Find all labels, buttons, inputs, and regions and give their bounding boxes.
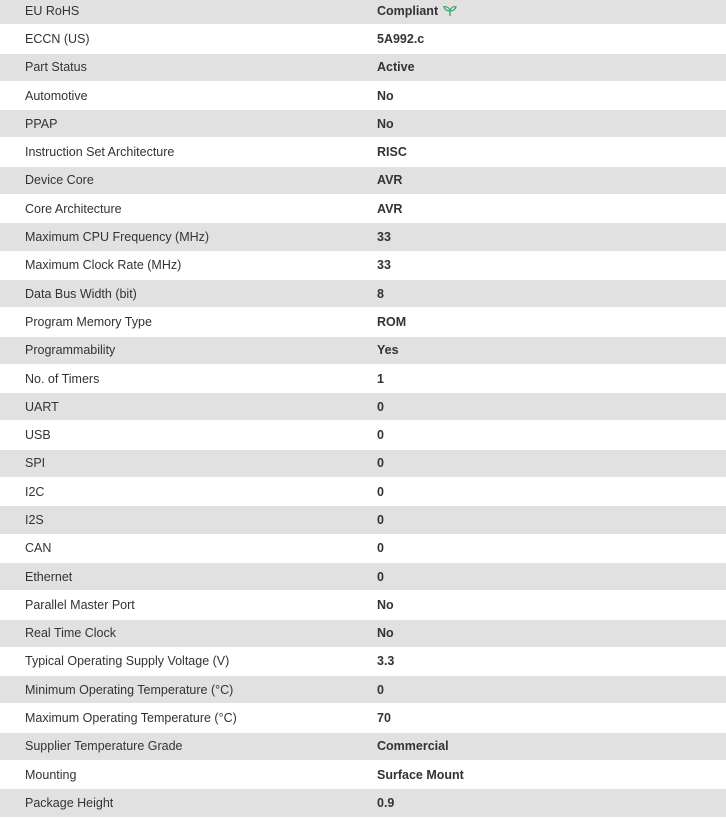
spec-value: No	[377, 597, 394, 612]
spec-value-cell	[377, 704, 726, 732]
table-row	[0, 761, 726, 789]
spec-value: No	[377, 626, 394, 641]
spec-label: Programmability	[0, 337, 377, 365]
table-row	[0, 393, 726, 421]
spec-value: 5A992.c	[377, 31, 425, 46]
spec-value-cell	[377, 421, 726, 449]
spec-value-cell	[377, 308, 726, 336]
spec-value-cell	[377, 337, 726, 365]
spec-value: RISC	[377, 145, 407, 160]
table-row	[0, 535, 726, 563]
table-row	[0, 54, 726, 82]
spec-label: ECCN (US)	[0, 25, 377, 53]
table-row	[0, 280, 726, 308]
spec-value-cell	[377, 761, 726, 789]
table-row	[0, 563, 726, 591]
spec-value: No	[377, 88, 394, 103]
spec-label: Supplier Temperature Grade	[0, 733, 377, 761]
table-row	[0, 421, 726, 449]
spec-value: AVR	[377, 201, 403, 216]
spec-label: Data Bus Width (bit)	[0, 280, 377, 308]
spec-value: Active	[377, 60, 415, 75]
spec-value: 0	[377, 399, 384, 414]
spec-value-cell	[377, 563, 726, 591]
table-row	[0, 223, 726, 251]
spec-label: Maximum Clock Rate (MHz)	[0, 252, 377, 280]
table-row	[0, 506, 726, 534]
spec-label: Program Memory Type	[0, 308, 377, 336]
table-row	[0, 308, 726, 336]
table-row	[0, 0, 726, 25]
spec-value: 0	[377, 541, 384, 556]
spec-value-cell	[377, 110, 726, 138]
spec-value: 0	[377, 569, 384, 584]
table-row	[0, 704, 726, 732]
spec-label: Automotive	[0, 82, 377, 110]
spec-value-cell	[377, 591, 726, 619]
spec-value-cell	[377, 82, 726, 110]
spec-value-cell	[377, 648, 726, 676]
table-row	[0, 25, 726, 53]
spec-label: Package Height	[0, 789, 377, 817]
spec-label: I2C	[0, 478, 377, 506]
table-row	[0, 167, 726, 195]
spec-value-cell	[377, 450, 726, 478]
spec-label: Typical Operating Supply Voltage (V)	[0, 648, 377, 676]
spec-value-cell	[377, 676, 726, 704]
spec-value-cell	[377, 393, 726, 421]
spec-value-cell	[377, 620, 726, 648]
spec-value: AVR	[377, 173, 403, 188]
spec-label: No. of Timers	[0, 365, 377, 393]
spec-value-cell	[377, 789, 726, 817]
table-row	[0, 676, 726, 704]
table-row	[0, 620, 726, 648]
spec-value-cell	[377, 138, 726, 166]
spec-value: Yes	[377, 343, 399, 358]
spec-label: Part Status	[0, 54, 377, 82]
spec-value-cell	[377, 195, 726, 223]
spec-value-cell	[377, 535, 726, 563]
spec-value: 8	[377, 286, 384, 301]
spec-value-cell	[377, 223, 726, 251]
spec-value-cell	[377, 478, 726, 506]
table-row	[0, 365, 726, 393]
spec-label: Maximum CPU Frequency (MHz)	[0, 223, 377, 251]
table-row	[0, 789, 726, 817]
table-row	[0, 252, 726, 280]
spec-value-cell	[377, 252, 726, 280]
table-row	[0, 82, 726, 110]
table-row	[0, 337, 726, 365]
table-row	[0, 733, 726, 761]
spec-label: Minimum Operating Temperature (°C)	[0, 676, 377, 704]
spec-value-cell	[377, 280, 726, 308]
spec-value: 33	[377, 230, 391, 245]
spec-value: 0	[377, 484, 384, 499]
spec-value: ROM	[377, 314, 407, 329]
spec-value: 0	[377, 512, 384, 527]
spec-label: Parallel Master Port	[0, 591, 377, 619]
spec-label: Device Core	[0, 167, 377, 195]
spec-value: 0	[377, 682, 384, 697]
spec-value-cell	[377, 167, 726, 195]
spec-value: Surface Mount	[377, 767, 464, 782]
spec-label: Instruction Set Architecture	[0, 138, 377, 166]
leaf-icon	[443, 5, 457, 17]
spec-value: 33	[377, 258, 391, 273]
table-row	[0, 450, 726, 478]
spec-value: 0	[377, 456, 384, 471]
table-row	[0, 591, 726, 619]
spec-value: 0.9	[377, 795, 395, 810]
spec-value-cell	[377, 0, 726, 25]
spec-label: PPAP	[0, 110, 377, 138]
spec-value: Compliant	[377, 3, 439, 18]
spec-value-cell	[377, 365, 726, 393]
spec-label: I2S	[0, 506, 377, 534]
table-row	[0, 648, 726, 676]
spec-label: Mounting	[0, 761, 377, 789]
spec-label: USB	[0, 421, 377, 449]
spec-value-cell	[377, 25, 726, 53]
spec-label: Maximum Operating Temperature (°C)	[0, 704, 377, 732]
spec-label: EU RoHS	[0, 0, 377, 25]
spec-value: 70	[377, 711, 391, 726]
table-row	[0, 195, 726, 223]
table-row	[0, 478, 726, 506]
spec-value: 0	[377, 428, 384, 443]
spec-value-cell	[377, 506, 726, 534]
spec-label: Core Architecture	[0, 195, 377, 223]
table-row	[0, 110, 726, 138]
spec-value: No	[377, 116, 394, 131]
spec-label: CAN	[0, 535, 377, 563]
spec-value: Commercial	[377, 739, 449, 754]
spec-label: UART	[0, 393, 377, 421]
spec-label: SPI	[0, 450, 377, 478]
spec-label: Ethernet	[0, 563, 377, 591]
spec-value: 1	[377, 371, 384, 386]
spec-value-cell	[377, 733, 726, 761]
spec-value-cell	[377, 54, 726, 82]
table-row	[0, 138, 726, 166]
spec-label: Real Time Clock	[0, 620, 377, 648]
spec-value: 3.3	[377, 654, 395, 669]
